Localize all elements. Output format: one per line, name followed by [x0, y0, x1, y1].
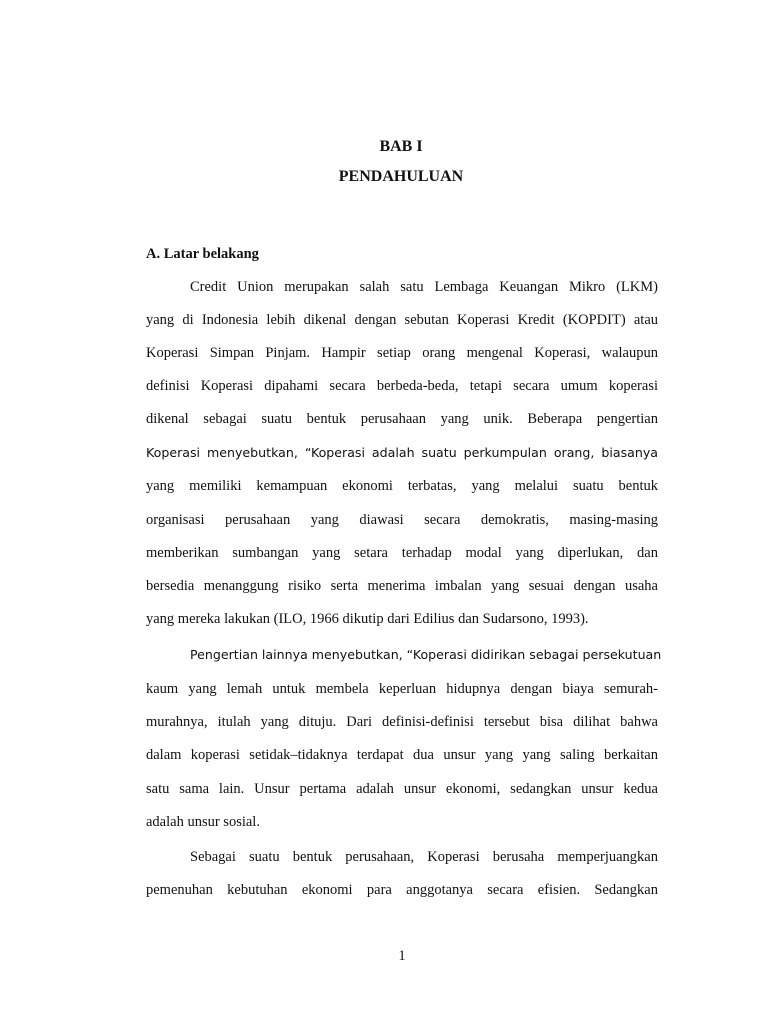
text-line: Koperasi Simpan Pinjam. Hampir setiap orang mengenal Koperasi, walaupun: [146, 345, 658, 361]
text-line: adalah unsur sosial.: [146, 814, 260, 830]
text-line: kaum yang lemah untuk membela keperluan hidupnya dengan biaya semurah-: [146, 681, 658, 697]
chapter-number: BAB I: [379, 138, 423, 155]
text-line: Koperasi menyebutkan, “Koperasi adalah suatu perkumpulan orang, biasanya: [146, 445, 658, 460]
text-line: Credit Union merupakan salah satu Lembaga Keuangan Mikro (LKM): [190, 279, 658, 295]
text-line: bersedia menanggung risiko serta menerima imbalan yang sesuai dengan usaha: [146, 578, 658, 594]
text-line: yang memiliki kemampuan ekonomi terbatas, yang melalui suatu bentuk: [146, 478, 658, 494]
text-line: murahnya, itulah yang dituju. Dari definisi-definisi tersebut bisa dilihat bahwa: [146, 714, 658, 730]
chapter-title: PENDAHULUAN: [338, 168, 464, 185]
page-number: 1: [398, 948, 406, 964]
text-line: Pengertian lainnya menyebutkan, “Koperasi didirikan sebagai persekutuan: [190, 647, 662, 662]
text-line: definisi Koperasi dipahami secara berbeda-beda, tetapi secara umum koperasi: [146, 378, 658, 394]
text-line: organisasi perusahaan yang diawasi secara demokratis, masing-masing: [146, 512, 658, 528]
section-heading: A. Latar belakang: [146, 246, 259, 262]
text-line: Sebagai suatu bentuk perusahaan, Koperasi berusaha memperjuangkan: [190, 849, 658, 865]
text-line: satu sama lain. Unsur pertama adalah unsur ekonomi, sedangkan unsur kedua: [146, 781, 658, 797]
text-line: yang di Indonesia lebih dikenal dengan sebutan Koperasi Kredit (KOPDIT) atau: [146, 312, 658, 328]
text-line: memberikan sumbangan yang setara terhadap modal yang diperlukan, dan: [146, 545, 658, 561]
text-line: pemenuhan kebutuhan ekonomi para anggotanya secara efisien. Sedangkan: [146, 882, 658, 898]
text-line: dikenal sebagai suatu bentuk perusahaan yang unik. Beberapa pengertian: [146, 411, 658, 427]
text-line: yang mereka lakukan (ILO, 1966 dikutip dari Edilius dan Sudarsono, 1993).: [146, 611, 589, 627]
text-line: dalam koperasi setidak–tidaknya terdapat dua unsur yang yang saling berkaitan: [146, 747, 658, 763]
